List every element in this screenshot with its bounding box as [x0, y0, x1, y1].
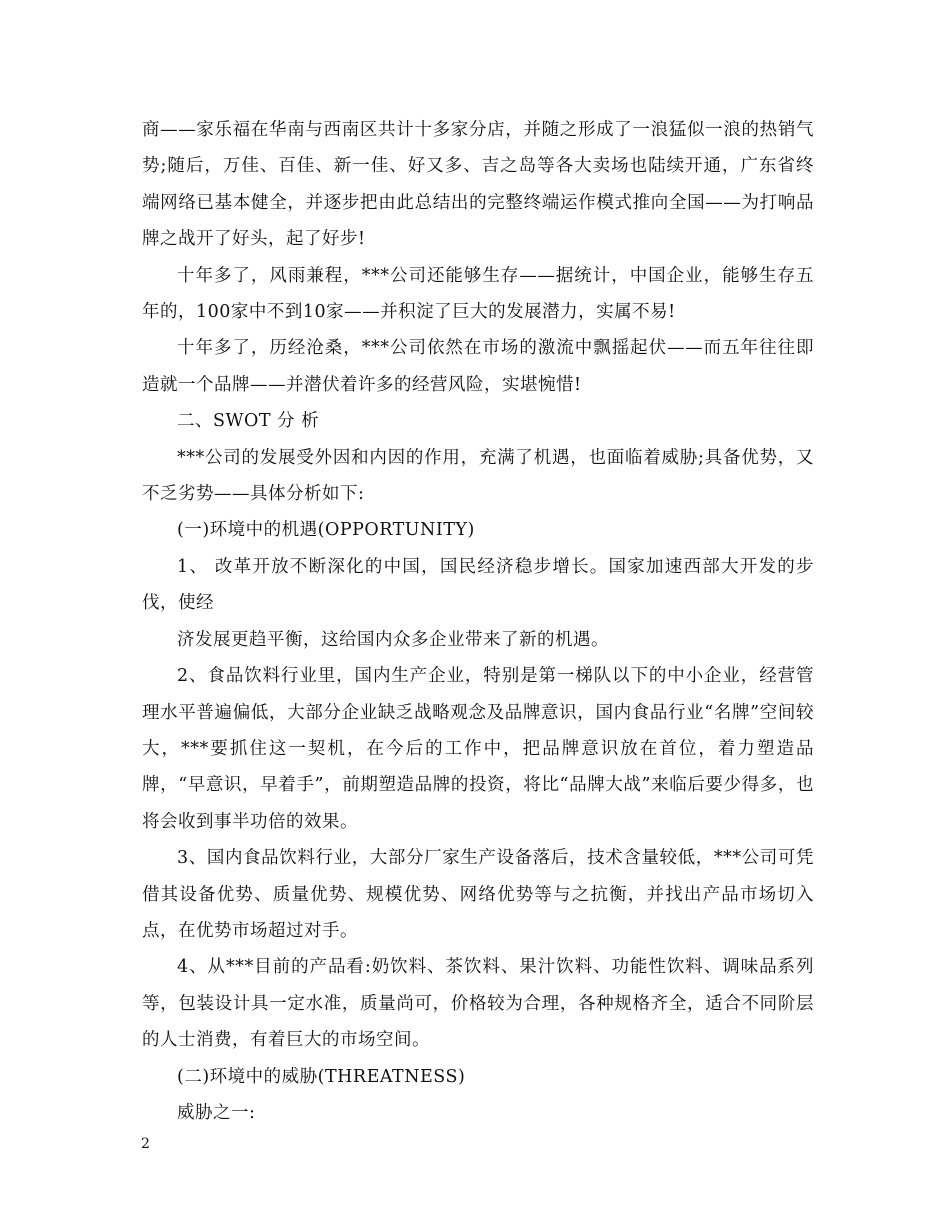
paragraph: 十年多了，历经沧桑，***公司依然在市场的激流中飘摇起伏——而五年往往即造就一个品牌——并潜伏着许多的经营风险，实堪惋惜!: [142, 338, 814, 395]
paragraph: ***公司的发展受外因和内因的作用，充满了机遇，也面临着威胁;具备优势，又不乏劣势——具体分析如下:: [142, 447, 814, 505]
list-item: 1、 改革开放不断深化的中国，国民经济稳步增长。国家加速西部大开发的步伐，使经: [142, 556, 814, 614]
paragraph: 济发展更趋平衡，这给国内众多企业带来了新的机遇。: [177, 629, 609, 650]
list-item: 4、从***目前的产品看:奶饮料、茶饮料、果汁饮料、功能性饮料、调味品系列等，包装设计具一定水准，质量尚可，价格较为合理，各种规格齐全，适合不同阶层的人士消费，有着巨大的市场空间。: [142, 957, 814, 1051]
page-number: 2: [141, 1136, 150, 1152]
subsection-heading-threatness: (二)环境中的威胁(THREATNESS): [177, 1066, 466, 1087]
document-body: [142, 112, 814, 1131]
paragraph: 十年多了，风雨兼程，***公司还能够生存——据统计，中国企业，能够生存五年的，100家中不到10家——并积淀了巨大的发展潜力，实属不易!: [142, 265, 814, 323]
paragraph: 威胁之一:: [177, 1102, 256, 1123]
list-item: 2、食品饮料行业里，国内生产企业，特别是第一梯队以下的中小企业，经营管理水平普遍偏低，大部分企业缺乏战略观念及品牌意识，国内食品行业“名牌”空间较大，***要抓住这一契机，在今后的工作中，把品牌意识放在首位，着力塑造品牌，“早意识，早着手”，前期塑造品牌的投资，将比“品牌大战”来临后要少得多，也将会收到事半功倍的效果。: [142, 666, 814, 832]
section-heading-swot: 二、SWOT 分 析: [177, 411, 320, 432]
list-item: 3、国内食品饮料行业，大部分厂家生产设备落后，技术含量较低，***公司可凭借其设备优势、质量优势、规模优势、网络优势等与之抗衡，并找出产品市场切入点，在优势市场超过对手。: [142, 848, 814, 941]
paragraph: 商——家乐福在华南与西南区共计十多家分店，并随之形成了一浪猛似一浪的热销气势;随后，万佳、百佳、新一佳、好又多、吉之岛等各大卖场也陆续开通，广东省终端网络已基本健全，并逐步把由此总结出的完整终端运作模式推向全国——为打响品牌之战开了好头，起了好步!: [142, 120, 814, 250]
subsection-heading-opportunity: (一)环境中的机遇(OPPORTUNITY): [177, 520, 475, 541]
